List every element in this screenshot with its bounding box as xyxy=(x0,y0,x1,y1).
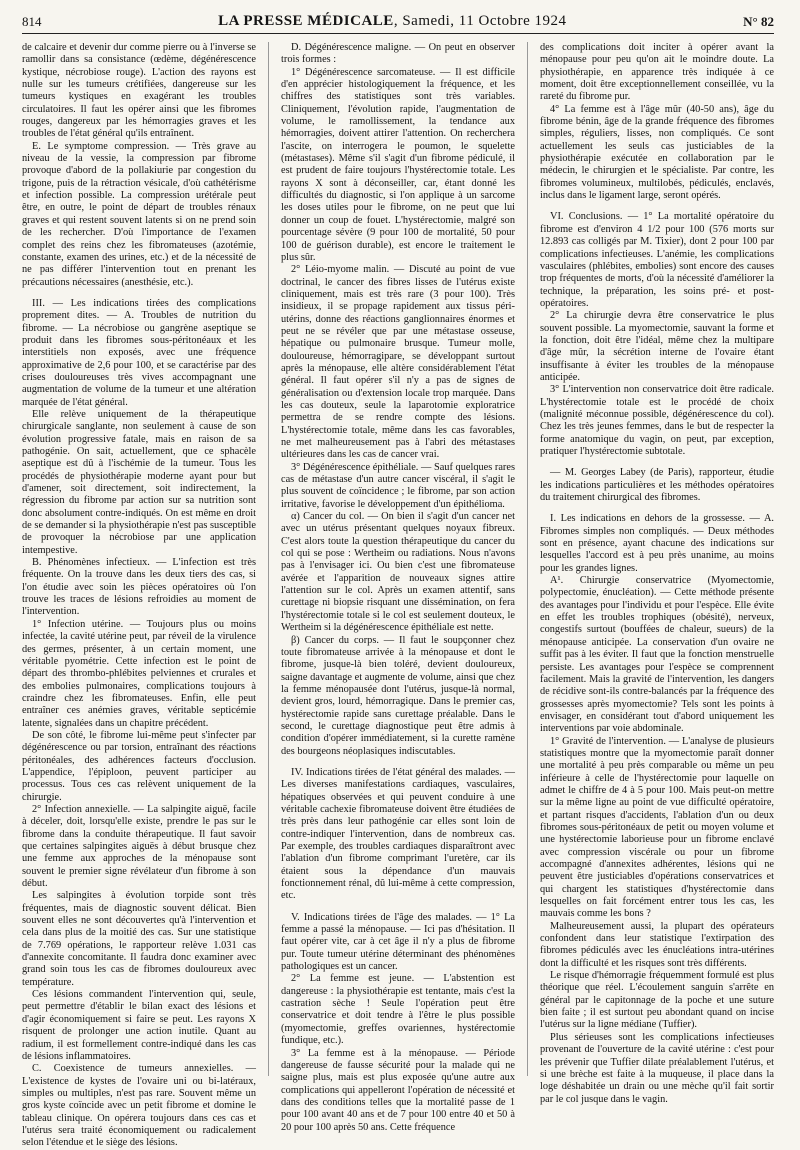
col1-paragraph: 2° Infection annexielle. — La salpingite aiguë, facile à déceler, doit, lorsqu'elle existe, prendre le pas sur le fibrome dans la conduite thérapeutique. Il faut savoir que certaines salpingites aiguës à début brusque chez une femme aux approches de la ménopause sont souvent le premier signe révélateur d'un fibrome à son début. xyxy=(22,803,256,890)
col2-paragraph: α) Cancer du col. — On bien il s'agit d'un cancer net avec un utérus présentant quelques noyaux fibreux. C'est alors toute la question thérapeutique du cancer du col qui se pose : Wertheim ou radiations. Nous n'avons pas à l'envisager ici. Ou bien c'est une fibromateuse avérée et l'apparition de nouveaux signes attire l'attention sur le col. Après un examen attentif, sans curettage ni biopsie risquant une dissémination, on fera l'hystérectomie totale si le col est seulement douteux, le Wertheim si la dégénérescence épithéliale est nette. xyxy=(281,511,515,634)
col2-paragraph: β) Cancer du corps. — Il faut le soupçonner chez toute fibromateuse arrivée à la ménopause et dont le fibrome, jusque-là bien toléré, devient douloureux, saigne davantage et augmente de volume, ainsi que chez la femme ménopausée dont l'utérus, jusque-là normal, devient gros, lourd, hémorragique. Dans le premier cas, hystérectomie rapide sans curettage préalable. Dans le second, le curettage diagnostique peut être admis à condition d'opérer immédiatement, si la curette ramène des bourgeons néoplasiques indiscutables. xyxy=(281,634,515,757)
col3-paragraph: 3° L'intervention non conservatrice doit être radicale. L'hystérectomie totale est le procédé de choix (malignité méconnue possible, dégénérescence du col). Chez les très jeunes femmes, dans le but de respecter la forme anatomique du vagin, on peut, par exception, pratiquer l'hystérectomie subtotale. xyxy=(540,384,774,457)
col1-paragraph: Les salpingites à évolution torpide sont très fréquentes, mais de diagnostic souvent délicat. Bien souvent elles ne sont découvertes qu'à l'intervention et cela dans plus de la moitié des cas. Sur une statistique de 7.769 opérations, le rapporteur relève 1.031 cas d'annexite concomitante. Il faudra donc examiner avec grand soin tous les cas de fibromes douloureux avec température. xyxy=(22,890,256,988)
col2-paragraph: 3° Dégénérescence épithéliale. — Sauf quelques rares cas de métastase d'un autre cancer viscéral, il s'agit le plus souvent de coïncidence ; le fibrome, par son action irritative, favorise le développement d'un épithélioma. xyxy=(281,461,515,510)
col3-paragraph: VI. Conclusions. — 1° La mortalité opératoire du fibrome est d'environ 4 1/2 pour 100 (576 morts sur 12.893 cas colligés par M. Tixier), dont 2 pour 100 par complications infectieuses. L'anémie, les complications vasculaires (phlébites, embolies) sont encore des causes trop fréquentes de morts, d'où la nécessité d'améliorer la technique, la préparation, les soins pré- et post-opératoires. xyxy=(540,211,774,309)
col2-paragraph: 1° Dégénérescence sarcomateuse. — Il est difficile d'en apprécier histologiquement la fréquence, et les chiffres des statistiques sont très variables. Cliniquement, l'évolution rapide, l'augmentation de volume, le ramollissement, la tendance aux hémorragies, doivent attirer l'attention. On recherchera l'ascite, on interrogera le poumon, le squelette (métastases). Même s'il s'agit d'un fibrome pédiculé, il est prudent de faire toujours l'hystérectomie totale. Les rayons X sont à déconseiller, car, étant donné les difficultés du diagnostic, si l'on applique à un sarcome les doses utiles pour le fibrome, on ne peut que lui donner un coup de fouet. L'hystérectomie, malgré son pourcentage sévère (9 pour 100 de mortalité, 50 pour 100 de guérison durable), est encore le traitement le plus sûr. xyxy=(281,66,515,263)
col2-paragraph: 2° La femme est jeune. — L'abstention est dangereuse : la physiothérapie est tentante, mais c'est la castration sèche ! Seule l'opération peut être conservatrice et doit tendre à l'être le plus possible (myomectomie, greffes ovariennes, hystérectomie fundique, etc.). xyxy=(281,973,515,1047)
col1-paragraph: de calcaire et devenir dur comme pierre ou à l'inverse se ramollir dans sa consistance (œdème, dégénérescence kystique, nécrobiose rouge). L'action des rayons est nulle sur les tumeurs crétifiées, dangereuse sur les tumeurs kystiques en exagérant les troubles circulatoires. Il faut les opérer ainsi que les fibromes rouges, dangereux par les hémorragies graves et les troubles de l'état général qu'ils entraînent. xyxy=(22,42,256,140)
col3-paragraph: 1° Gravité de l'intervention. — L'analyse de plusieurs statistiques montre que la myomectomie paraît donner une mortalité à peu près comparable ou même un peu inférieure à celle de l'hystérectomie pour laquelle on admet le chiffre de 4 à 5 pour 100. Mais peut-on mettre sur la même ligne au point de vue difficulté opératoire, et partant risques d'accidents, l'ablation d'un ou deux fibromes sous-péritonéaux de petit ou moyen volume et une hystérectomie laborieuse pour un fibrome enclavé avec compression viscérale ou pour un fibrome accompagné d'annexites adhérentes, lésions qui ne peuvent être justiciables d'opérations conservatrices et qui chargent les statistiques d'hystérectomie dans lesquelles on fait forcément entrer tous les cas, les mauvais comme les bons ? xyxy=(540,735,774,920)
col1-paragraph: C. Coexistence de tumeurs annexielles. — L'existence de kystes de l'ovaire uni ou bi-latéraux, simples ou multiples, n'est pas rare. Souvent même un gros kyste coïncide avec un petit fibrome et domine le tableau clinique. On opérera toujours dans ces cas et l'utérus sera traité économiquement ou radicalement selon l'étendue et le siège des lésions. xyxy=(22,1063,256,1149)
page-header xyxy=(22,12,774,34)
col1-paragraph: De son côté, le fibrome lui-même peut s'infecter par dégénérescence ou par torsion, entraînant des réactions péritonéales, des adhérences facteurs d'occlusion. L'appendice, l'épiploon, peuvent participer au processus. Tous ces cas relèvent uniquement de la chirurgie. xyxy=(22,729,256,803)
col1-paragraph: Ces lésions commandent l'intervention qui, seule, peut permettre d'établir le bilan exact des lésions et d'agir économiquement si faire se peut. Les rayons X risquent de prolonger une action inutile. Quant au radium, il est formellement contre-indiqué dans les cas de lésions inflammatoires. xyxy=(22,989,256,1062)
col3-paragraph: 2° La chirurgie devra être conservatrice le plus souvent possible. La myomectomie, sauvant la forme et la fonction, doit être l'idéal, même chez la multipare d'âge mûr, la sécrétion interne de l'ovaire étant insuffisante à éviter les troubles de la ménopause anticipée. xyxy=(540,310,774,383)
column-divider xyxy=(527,42,528,1076)
issue-number: N° 82 xyxy=(743,14,774,29)
col2-paragraph: V. Indications tirées de l'âge des malades. — 1° La femme a passé la ménopause. — Ici pas d'hésitation. Il faut opérer vite, car à cet âge il n'y a plus de fibrome pur. Toute tumeur utérine déterminant des phénomènes pathologiques est un cancer. xyxy=(281,911,515,973)
page-number: 814 xyxy=(22,14,42,29)
column-1 xyxy=(22,42,256,1149)
col3-paragraph: A¹. Chirurgie conservatrice (Myomectomie, polypectomie, énucléation). — Cette méthode présente des avantages pour l'individu et pour l'espèce. Elle évite en effet les troubles trophiques (obésité), nerveux, congestifs surtout (bouffées de chaleur, sueurs) de la ménopause anticipée. La conservation d'un ovaire ne suffit pas à les éviter. Il faut que la fonction menstruelle persiste. Les avantages pour l'espèce se comprennent facilement. Mais la gravité de l'intervention, les dangers de récidive sont-ils contre-balancés par la fréquence des grossesses après myomectomie? Tels sont les points à envisager, en considérant tout d'abord uniquement les interventions par voie abdominale. xyxy=(540,575,774,735)
column-3 xyxy=(540,42,774,1105)
col3-paragraph: I. Les indications en dehors de la grossesse. — A. Fibromes simples non compliqués. — Deux méthodes sont en présence, ayant chacune des indications sur lesquelles l'accord est à peu près unanime, au moins pour les grandes lignes. xyxy=(540,513,774,574)
col2-paragraph: D. Dégénérescence maligne. — On peut en observer trois formes : xyxy=(281,42,515,66)
col2-paragraph: IV. Indications tirées de l'état général des malades. — Les diverses manifestations cardiaques, vasculaires, hépatiques observées et qui peuvent conduire à une véritable cachexie fibromateuse doivent être étudiées de très près dans leur pathogénie car elles sont loin de contre-indiquer l'intervention, dans de nombreux cas. Par exemple, des troubles cardiaques disparaîtront avec l'ablation d'un fibrome comprimant l'uretère, car ils étaient sous la dépendance d'un mauvais fonctionnement rénal, dû lui-même à cette compression, etc. xyxy=(281,766,515,902)
col3-paragraph: Le risque d'hémorragie fréquemment formulé est plus théorique que réel. L'écoulement sanguin s'arrête en général par le capitonnage de la poche et une suture bien faite ; il est surtout peu abondant quand on incise l'utérus sur la ligne médiane (Tuffier). xyxy=(540,970,774,1031)
col3-paragraph: des complications doit inciter à opérer avant la ménopause pour peu qu'on ait le moindre doute. La physiothérapie, en apparence très indiquée à ce moment, doit être exceptionnellement conseillée, vu la rareté du fibrome pur. xyxy=(540,42,774,103)
issue-date: , Samedi, 11 Octobre 1924 xyxy=(393,13,567,29)
col2-paragraph: 2° Léio-myome malin. — Discuté au point de vue doctrinal, le cancer des fibres lisses de l'utérus existe cliniquement, mais est très rare (3 pour 100). Très insidieux, il se propage rapidement aux tissus péri-utérins, donne des réactions ganglionnaires énormes et peut ne se révéler que par une métastase osseuse, hépatique ou pulmonaire brusque. Tumeur molle, douloureuse, hémorragipare, se développant surtout après la ménopause, elle altère considérablement l'état général. Il faut opérer s'il n'y a pas de signes de généralisation ou d'extension locale trop marquée. Dans les cas douteux, seule la laparotomie exploratrice permettra de se rendre compte des lésions. L'hystérectomie totale, même dans les cas favorables, ne met malheureusement pas à l'abri des métastases ultérieures dans les cas de cancer vrai. xyxy=(281,264,515,461)
col3-paragraph: 4° La femme est à l'âge mûr (40-50 ans), âge du fibrome bénin, âge de la grande fréquence des fibromes simples, réguliers, lisses, non compliqués. Ce sont actuellement les seuls cas justiciables de la physiothérapie exécutée en collaboration par le médecin, le chirurgien et le spécialiste. Par contre, les fibromes volumineux, multilobés, pédiculés, enclavés, inclus dans le ligament large, seront opérés. xyxy=(540,103,774,202)
text-columns xyxy=(22,42,774,1149)
col1-paragraph: E. Le symptome compression. — Très grave au niveau de la vessie, la compression par fibrome provoque d'abord de la pollakiurie par congestion du trigone, puis de la rétraction vésicale, d'où cathétérisme et infection possible. La compression urétérale peut être, en outre, le point de départ de troubles rénaux graves et qui restent souvent latents si on ne prend soin de les rechercher. D'où l'importance de l'examen complet des reins chez les fibromateuses (azotémie, constante, examen des urines, etc.) et de la nécessité de ne pas différer l'intervention tout en prenant les précautions nécessaires (anesthésie, etc.). xyxy=(22,140,256,288)
col1-paragraph: Elle relève uniquement de la thérapeutique chirurgicale sanglante, non seulement à cause de son évolution progressive fatale, mais en raison de sa pathogénie. On sait, actuellement, que ce sphacèle aseptique est dû à l'ischémie de la tumeur. Tous les procédés de physiothérapie moderne ayant pour but d'amener, soit directement, soit indirectement, la régression du fibrome par action sur sa nutrition sont donc absolument contre-indiqués. On est même en droit de se demander si la physiothérapie n'est pas susceptible de provoquer la nécrobiose par une application intempestive. xyxy=(22,408,256,556)
col1-paragraph: III. — Les indications tirées des complications proprement dites. — A. Troubles de nutrition du fibrome. — La nécrobiose ou gangrène aseptique se produit dans les fibromes sous-péritonéaux et les interstitiels non exposés, avec une fréquence approximative de 2,6 pour 100, et se caractérise par des crises douloureuses très vives accompagnant une augmentation de volume de la tumeur et une altération marquée de l'état général. xyxy=(22,297,256,408)
col3-paragraph: Plus sérieuses sont les complications infectieuses provenant de l'ouverture de la cavité utérine : c'est pour les prévenir que Tuffier dilate préalablement l'utérus, et si une brèche est faite à la muqueuse, il place dans la loge déshabitée un drain ou une mèche qu'il fait sortir par le col jusque dans le vagin. xyxy=(540,1031,774,1105)
journal-title xyxy=(218,13,566,30)
journal-name: LA PRESSE MÉDICALE xyxy=(218,13,394,29)
col1-paragraph: B. Phénomènes infectieux. — L'infection est très fréquente. On la trouve dans les deux tiers des cas, si l'on étudie avec soin les pièces opératoires où l'on trouve les traces de lésions refroidies au moment de l'intervention. xyxy=(22,557,256,618)
col3-paragraph: Malheureusement aussi, la plupart des opérateurs confondent dans leur statistique l'extirpation des fibromes pédiculés avec les énucléations intra-utérines dont la difficulté et les risques sont très différents. xyxy=(540,920,774,969)
col2-paragraph: 3° La femme est à la ménopause. — Période dangereuse de fausse sécurité pour la malade qui ne saigne plus, mais est plus exposée qu'une autre aux complications qui appelleront l'opération de nécessité et dans des conditions telles que la mortalité passe de 1 pour 100 avant 40 ans et de 7 pour 100 entre 40 et 50 à 20 pour 100 après 50 ans. Cette fréquence xyxy=(281,1047,515,1133)
column-2 xyxy=(281,42,515,1133)
col1-paragraph: 1° Infection utérine. — Toujours plus ou moins infectée, la cavité utérine peut, par réveil de la virulence des germes, présenter, à un certain moment, une véritable pyométrie. Cette infection est le point de départ des thrombo-phlébites pelviennes et crurales et des embolies pulmonaires, complications toujours à craindre chez les fibromateuses. Enfin, elle peut entraîner ces anémies graves, véritable septicémie latente, signalées dans un chapitre précédent. xyxy=(22,618,256,729)
col3-paragraph: — M. Georges Labey (de Paris), rapporteur, étudie les indications particulières et les méthodes opératoires du traitement chirurgical des fibromes. xyxy=(540,467,774,504)
column-divider xyxy=(268,42,269,1076)
